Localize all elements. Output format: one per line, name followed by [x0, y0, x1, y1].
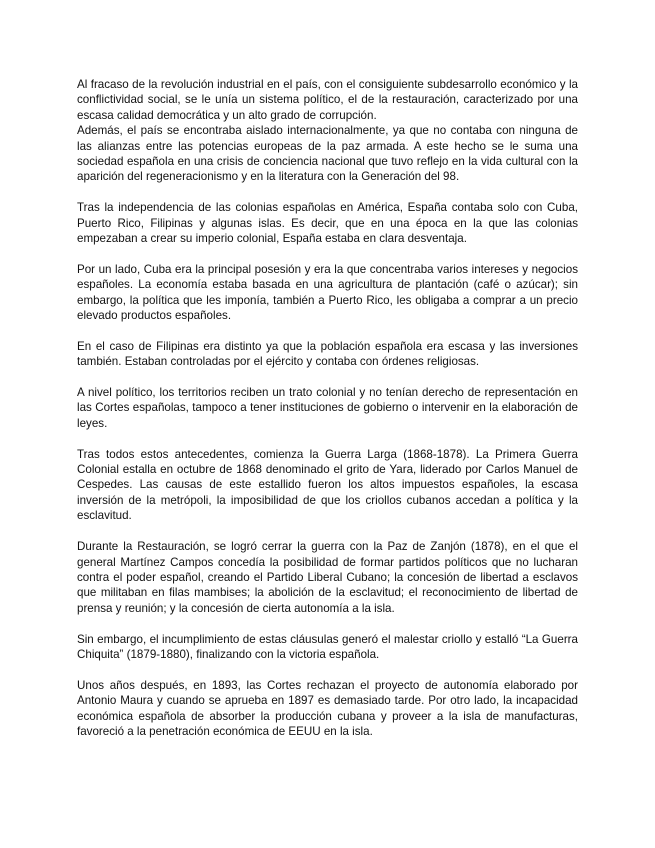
paragraph-colonias: Tras la independencia de las colonias españolas en América, España contaba solo con Cuba, Puerto Rico, Filipinas y algunas islas. Es decir, que en una época en la que las colonias empezaban a crear su imperio colonial, España estaba en clara desventaja.	[77, 201, 578, 246]
paragraph-guerra-chiquita: Sin embargo, el incumplimiento de estas cláusulas generó el malestar criollo y estalló “La Guerra Chiquita” (1879-1880), finalizando con la victoria española.	[77, 632, 578, 661]
paragraph-paz-zanjon: Durante la Restauración, se logró cerrar la guerra con la Paz de Zanjón (1878), en el que el general Martínez Campos concedía la posibilidad de formar partidos políticos que no lucharan contra el poder español, creando el Partido Liberal Cubano; la concesión de libertad a esclavos que militaban en filas mambises; la abolición de la esclavitud; el reconocimiento de libertad de prensa y reunión; y la concesión de cierta autonomía a la isla.	[77, 540, 578, 615]
paragraph-nivel-politico: A nivel político, los territorios reciben un trato colonial y no tenían derecho de representación en las Cortes españolas, tampoco a tener instituciones de gobierno o intervenir en la elaboración de leyes.	[77, 386, 578, 430]
paragraph-cuba: Por un lado, Cuba era la principal posesión y era la que concentraba varios intereses y negocios españoles. La economía estaba basada en una agricultura de plantación (café o azúcar); sin embargo, la política que les imponía, también a Puerto Rico, les obligaba a comprar a un precio elevado productos españoles.	[77, 262, 578, 323]
paragraph-filipinas: En el caso de Filipinas era distinto ya que la población española era escasa y las inversiones también. Estaban controladas por el ejército y contaba con órdenes religiosas.	[77, 339, 578, 369]
paragraph-guerra-larga: Tras todos estos antecedentes, comienza la Guerra Larga (1868-1878). La Primera Guerra Colonial estalla en octubre de 1868 denominado el grito de Yara, liderado por Carlos Manuel de Cespedes. Las causas de este estallido fueron los altos impuestos españoles, la escasa inversión de la metrópoli, la imposibilidad de que los criollos cubanos accedan a política y la esclavitud.	[77, 447, 578, 523]
paragraph-autonomia: Unos años después, en 1893, las Cortes rechazan el proyecto de autonomía elaborado por Antonio Maura y cuando se aprueba en 1897 es demasiado tarde. Por otro lado, la incapacidad económica española de absorber la producción cubana y proveer a la isla de manufacturas, favoreció a la penetración económica de EEUU en la isla.	[77, 678, 578, 738]
paragraph-restauracion: Al fracaso de la revolución industrial en el país, con el consiguiente subdesarrollo económico y la conflictividad social, se le unía un sistema político, el de la restauración, caracterizado por una escasa calidad democrática y un alto grado de corrupción.	[77, 78, 578, 122]
paragraph-aislamiento: Además, el país se encontraba aislado internacionalmente, ya que no contaba con ninguna de las alianzas entre las potencias europeas de la paz armada. A este hecho se le suma una sociedad española en una crisis de conciencia nacional que tuvo reflejo en la vida cultural con la aparición del regeneracionismo y en la literatura con la Generación del 98.	[77, 124, 578, 184]
document-page	[77, 77, 578, 755]
